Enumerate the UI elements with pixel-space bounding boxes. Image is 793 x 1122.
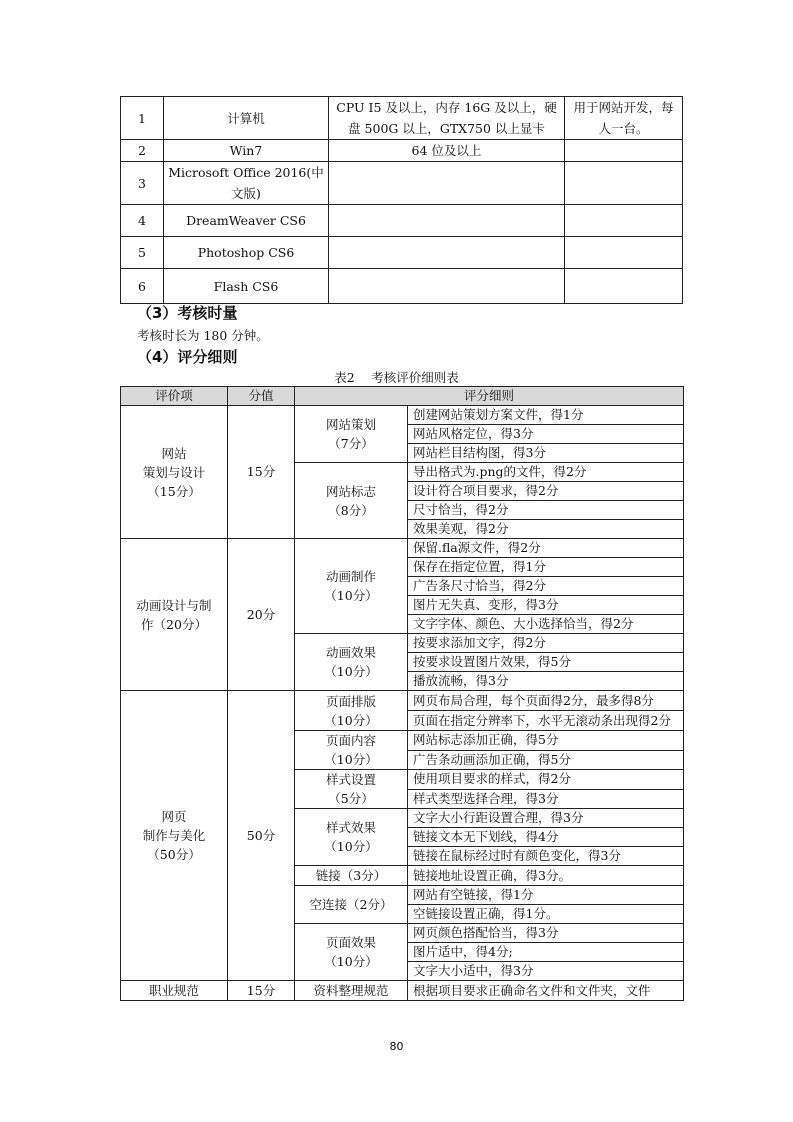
detail-item: 网页布局合理，每个页面得2分，最多得8分 [408,691,684,711]
eval-score: 15分 [228,981,295,1001]
detail-item: 文字字体、颜色、大小选择恰当，得2分 [408,615,684,634]
note-cell [565,205,683,237]
detail-item: 文字大小行距设置合理，得3分 [408,809,684,828]
spec-cell: CPU I5 及以上，内存 16G 及以上，硬盘 500G 以上，GTX750 以上显卡 [329,97,565,140]
equipment-table [120,96,683,304]
detail-item: 创建网站策划方案文件，得1分 [408,406,684,425]
sub-item: 网站标志 （8分） [295,463,408,539]
sub-item: 样式效果 （10分） [295,809,408,866]
row-number: 6 [121,269,164,304]
table-row [121,140,683,162]
detail-item: 按要求添加文字，得2分 [408,634,684,653]
table-row [121,162,683,205]
spec-cell [329,269,565,304]
sub-item: 页面效果 （10分） [295,924,408,981]
software-name: Win7 [164,140,329,162]
software-name: Microsoft Office 2016(中文版) [164,162,329,205]
note-cell: 用于网站开发，每人一台。 [565,97,683,140]
spec-cell [329,205,565,237]
row-number: 5 [121,237,164,269]
sub-item: 页面内容 （10分） [295,731,408,770]
sub-item: 动画效果 （10分） [295,634,408,691]
software-name: Photoshop CS6 [164,237,329,269]
table-row [121,205,683,237]
sub-item: 资料整理规范 [295,981,408,1001]
detail-item: 效果美观，得2分 [408,520,684,539]
note-cell [565,237,683,269]
header-score: 分值 [228,387,295,406]
sub-item: 网站策划 （7分） [295,406,408,463]
section-3-heading: （3）考核时量 [137,304,238,322]
table-row [121,691,684,711]
table-row [121,269,683,304]
detail-item: 根据项目要求正确命名文件和文件夹，文件 [408,981,684,1001]
sub-item: 动画制作 （10分） [295,539,408,634]
software-name: Flash CS6 [164,269,329,304]
row-number: 2 [121,140,164,162]
detail-item: 网站有空链接，得1分 [408,886,684,905]
detail-item: 网页颜色搭配恰当，得3分 [408,924,684,943]
table-row [121,539,684,558]
scoring-table-header [121,387,684,406]
table-row [121,97,683,140]
detail-item: 图片无失真、变形，得3分 [408,596,684,615]
detail-item: 图片适中，得4分; [408,943,684,962]
detail-item: 文字大小适中，得3分 [408,962,684,981]
sub-item: 样式设置 （5分） [295,770,408,809]
detail-item: 网站风格定位，得3分 [408,425,684,444]
note-cell [565,162,683,205]
detail-item: 链接在鼠标经过时有颜色变化，得3分 [408,847,684,866]
spec-cell [329,162,565,205]
header-item: 评价项 [121,387,228,406]
detail-item: 按要求设置图片效果，得5分 [408,653,684,672]
note-cell [565,269,683,304]
detail-item: 网站栏目结构图，得3分 [408,444,684,463]
eval-item: 网站 策划与设计 （15分） [121,406,228,539]
section-4-heading: （4）评分细则 [137,348,238,366]
detail-item: 保留.fla源文件，得2分 [408,539,684,558]
sub-item: 链接（3分） [295,866,408,886]
detail-item: 播放流畅，得3分 [408,672,684,691]
eval-score: 20分 [228,539,295,691]
detail-item: 样式类型选择合理，得3分 [408,789,684,809]
detail-item: 广告条尺寸恰当，得2分 [408,577,684,596]
table-caption: 表2 考核评价细则表 [334,370,459,385]
detail-item: 导出格式为.png的文件，得2分 [408,463,684,482]
spec-cell: 64 位及以上 [329,140,565,162]
row-number: 4 [121,205,164,237]
detail-item: 尺寸恰当，得2分 [408,501,684,520]
software-name: DreamWeaver CS6 [164,205,329,237]
detail-item: 链接文本无下划线，得4分 [408,828,684,847]
scoring-table [120,386,684,1001]
sub-item: 空连接（2分） [295,886,408,924]
table-row [121,406,684,425]
row-number: 3 [121,162,164,205]
table-row [121,237,683,269]
eval-score: 15分 [228,406,295,539]
detail-item: 页面在指定分辨率下，水平无滚动条出现得2分 [408,711,684,731]
note-cell [565,140,683,162]
eval-score: 50分 [228,691,295,981]
detail-item: 空链接设置正确，得1分。 [408,905,684,924]
software-name: 计算机 [164,97,329,140]
detail-item: 使用项目要求的样式，得2分 [408,770,684,790]
eval-item: 职业规范 [121,981,228,1001]
eval-item: 动画设计与制 作（20分） [121,539,228,691]
eval-item: 网页 制作与美化 （50分） [121,691,228,981]
detail-item: 设计符合项目要求，得2分 [408,482,684,501]
detail-item: 链接地址设置正确，得3分。 [408,866,684,886]
header-details: 评分细则 [295,387,684,406]
table-row [121,981,684,1001]
page-number: 80 [389,1040,404,1053]
detail-item: 广告条动画添加正确，得5分 [408,750,684,770]
row-number: 1 [121,97,164,140]
spec-cell [329,237,565,269]
detail-item: 保存在指定位置，得1分 [408,558,684,577]
section-3-text: 考核时长为 180 分钟。 [137,328,269,343]
sub-item: 页面排版 （10分） [295,691,408,731]
detail-item: 网站标志添加正确，得5分 [408,731,684,751]
